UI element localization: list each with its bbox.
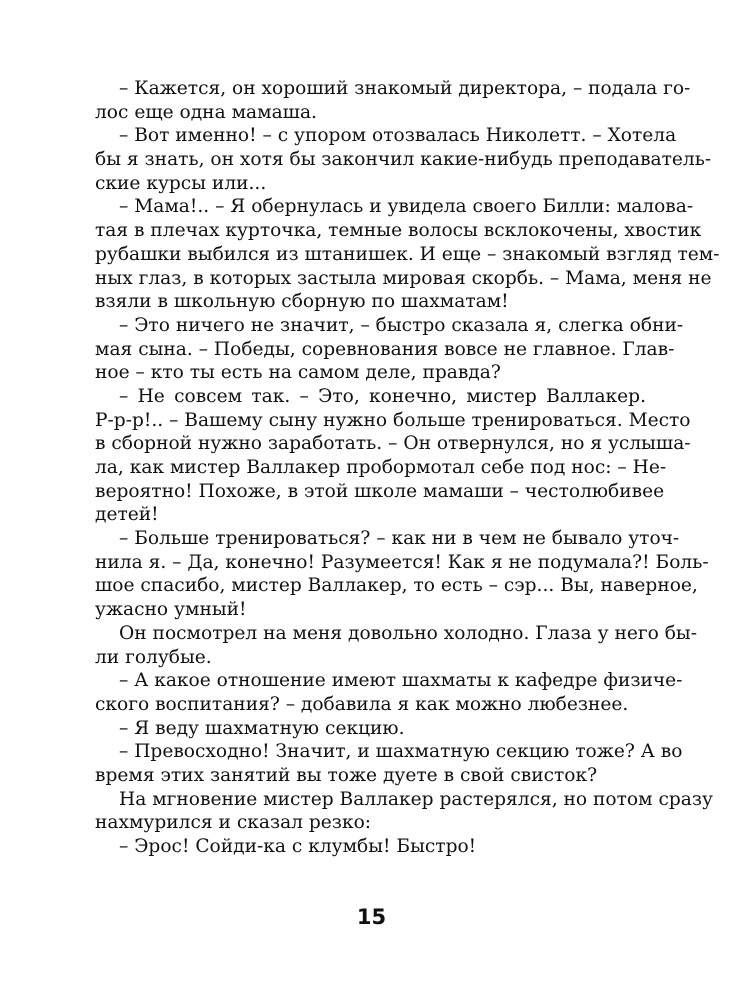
text-line-19: детей! [95,504,159,526]
text-line-26: – А какое отношение имеют шахматы к кафедре физиче- [119,670,683,692]
text-line-13: ное – кто ты есть на самом деле, правда? [95,362,501,384]
text-line-24: Он посмотрел на меня довольно холодно. Глаза у него бы- [119,622,698,644]
text-line-3: – Вот именно! – с упором отозвалась Николетт. – Хотела [119,125,677,147]
text-line-27: ского воспитания? – добавила я как можно любезнее. [95,693,629,715]
text-line-2: лос еще одна мамаша. [95,101,317,123]
body-text [95,77,720,859]
text-line-6: – Мама!.. – Я обернулась и увидела своего Билли: малова- [119,196,694,218]
text-line-4: бы я знать, он хотя бы закончил какие-нибудь преподаватель- [95,149,712,171]
text-line-10: взяли в школьную сборную по шахматам! [95,291,509,313]
text-line-5: ские курсы или... [95,172,267,194]
text-line-25: ли голубые. [95,646,212,668]
text-line-29: – Превосходно! Значит, и шахматную секцию тоже? А во [119,741,683,763]
text-line-7: тая в плечах курточка, темные волосы всклокочены, хвостик [95,220,702,242]
text-line-14: – Не совсем так. – Это, конечно, мистер Валлакер. [119,385,646,407]
text-line-12: мая сына. – Победы, соревнования вовсе не главное. Глав- [95,338,675,360]
text-line-15: Р-р-р!.. – Вашему сыну нужно больше тренироваться. Место [95,409,691,431]
text-line-9: ных глаз, в которых застыла мировая скорбь. – Мама, меня не [95,267,712,289]
text-line-33: – Эрос! Сойди-ка с клумбы! Быстро! [119,836,477,857]
text-line-28: – Я веду шахматную секцию. [119,717,405,739]
page-number: 15 [356,905,387,929]
text-line-11: – Это ничего не значит, – быстро сказала я, слегка обни- [119,314,684,336]
text-line-31: На мгновение мистер Валлакер растерялся, но потом сразу [119,788,713,810]
text-line-21: нила я. – Да, конечно! Разумеется! Как я не подумала?! Боль- [95,551,709,573]
text-line-18: вероятно! Похоже, в этой школе мамаши – честолюбивее [95,480,665,502]
text-line-17: ла, как мистер Валлакер пробормотал себе под нос: – Не- [95,457,667,478]
text-line-32: нахмурился и сказал резко: [95,812,372,834]
text-line-30: время этих занятий вы тоже дуете в свой свисток? [95,764,598,786]
text-line-1: – Кажется, он хороший знакомый директора, – подала го- [119,78,691,99]
text-line-8: рубашки выбился из штанишек. И еще – знакомый взгляд тем- [95,243,720,265]
text-line-20: – Больше тренироваться? – как ни в чем не бывало уточ- [119,528,680,550]
text-line-23: ужасно умный! [95,599,247,621]
text-line-22: шое спасибо, мистер Валлакер, то есть – сэр... Вы, наверное, [95,575,698,597]
text-line-16: в сборной нужно заработать. – Он отвернулся, но я услыша- [95,433,691,455]
